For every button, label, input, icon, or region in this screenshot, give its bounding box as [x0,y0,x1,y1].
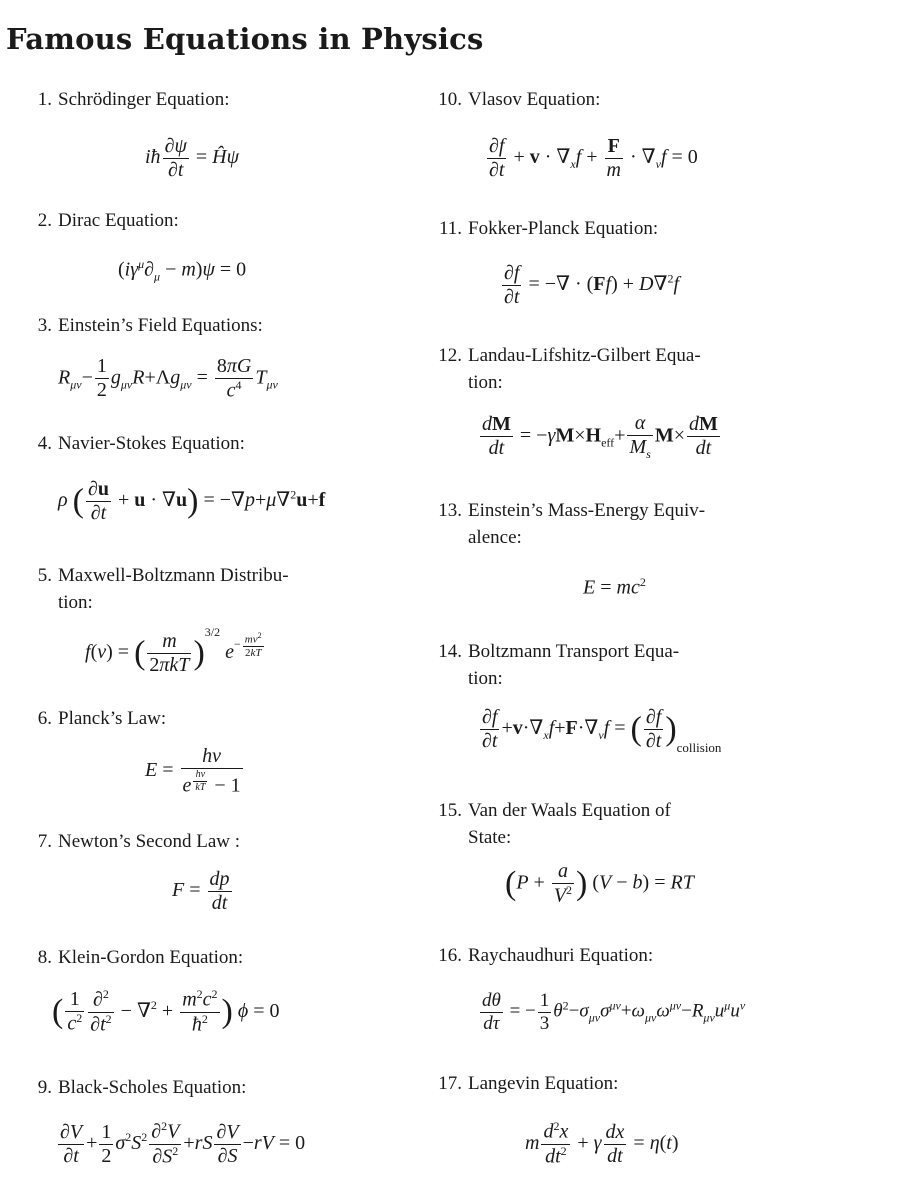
item-title-black-scholes: 9. Black-Scholes Equation: [37,1077,247,1098]
equation-maxwell-boltzmann: f(v) = ( $\frac{m}{\text{2πkT}}$ )$^{3/2}$ $e^{- \frac{mv^2}{2kT}}$ [85,625,262,676]
equation-planck: E = hν e $^{\frac{h\nu}{kT}}$ − 1 [145,745,241,797]
equation-landau-lifshitz: $\frac{dM}{dt}$ = $-\gamma M\times H_{eff}+$ $\frac{\alpha}{M_s}$ M× $\frac{dM}{dt}$ [482,412,718,461]
item-title-boltzmann-transport: 14. Boltzmann Transport Equa- tion: [438,641,680,689]
equation-boltzmann-transport: $\frac{\partial f}{\partial t}$ $+v\cdot\nabla_xf+F\cdot\nabla_vf$ = ( $\frac{\partial f}{\partial t}$ )$_{collision}$ [482,706,722,756]
equation-fokker-planck: $\frac{\partial f}{\partial t}$ = −∇ · (Ff) + D∇$^2$f [504,262,680,308]
equation-vlasov: $\frac{\partial f}{\partial t}$ + $v \cdot \nabla_xf$ + $\frac{F}{m}$ · $\nabla_vf = 0$ [489,135,698,181]
item-title-einstein-field: 3. Einstein’s Field Equations: [37,315,263,336]
item-title-navier-stokes: 4. Navier-Stokes Equation: [37,433,245,454]
equation-dirac: $(i\gamma^\mu\partial_\mu - m)\psi = 0$ [118,257,247,284]
item-title-dirac: 2. Dirac Equation: [37,210,179,231]
equation-klein-gordon: ( $\frac{1}{c^2}$ $\frac{\partial^2}{\partial t^2}$ − ∇$^2$ + $\frac{m^2c^2}{ħ^2}$ ) ϕ = 0 [52,987,280,1036]
equation-newton: F = $\frac{dp}{dt}$ [172,868,230,914]
item-title-raychaudhuri: 16. Raychaudhuri Equation: [438,945,654,966]
item-title-schrodinger: 1. Schrödinger Equation: [37,89,230,110]
page-title: Famous Equations in Physics [6,22,484,56]
item-title-vlasov: 10. Vlasov Equation: [438,89,601,110]
equation-einstein-field: $R_{\mu\nu}-$ $\frac{1}{2}$ $g_{\mu\nu}R+\Lambda g_{\mu\nu}$ = $\frac{8\pi G}{c^4}$ $T_{\mu\nu}$ [58,355,278,402]
item-title-langevin: 17. Langevin Equation: [438,1073,619,1094]
item-title-mass-energy: 13. Einstein’s Mass-Energy Equiv- alence: [438,500,706,548]
equation-navier-stokes: ρ ( $\frac{\partial u}{\partial t}$ + u · ∇u) = −∇p+μ∇$^2$u+f [58,478,326,524]
item-title-maxwell-boltzmann: 5. Maxwell-Boltzmann Distribu- tion: [37,565,289,613]
item-title-klein-gordon: 8. Klein-Gordon Equation: [37,947,244,968]
equation-van-der-waals: (P + $\frac{a}{V^2}$ ) (V − b) = RT [505,860,694,907]
equation-raychaudhuri: $\frac{d\theta}{d\tau}$ = − $\frac{1}{3}$ $\theta^2-\sigma_{\mu\nu}\sigma^{\mu\nu}+\omega_{\mu\nu}\omega^{\mu\nu}-R_{\mu\nu}u^\mu u^\nu$ [482,990,746,1034]
item-title-planck: 6. Planck’s Law: [37,708,167,729]
equation-mass-energy: $E = mc^2$ [583,575,646,599]
item-title-van-der-waals: 15. Van der Waals Equation of State: [438,800,671,848]
equation-schrodinger: iħ $\frac{\partial\psi}{\partial t}$ = Ĥψ [145,135,240,181]
item-title-fokker-planck: 11. Fokker-Planck Equation: [438,218,659,239]
item-title-newton: 7. Newton’s Second Law : [37,831,241,852]
item-title-landau-lifshitz: 12. Landau-Lifshitz-Gilbert Equa- tion: [438,345,701,393]
equation-black-scholes: $\frac{\partial V}{\partial t}$ + $\frac{1}{2}$ $\sigma^2S^2$ $\frac{\partial^2V}{\partial S^2}$ +rS $\frac{\partial V}{\partial S}$ −rV = 0 [60,1119,306,1168]
equation-langevin: m $\frac{d^2x}{dt^2}$ + γ $\frac{dx}{dt}$ = η(t) [525,1119,679,1168]
